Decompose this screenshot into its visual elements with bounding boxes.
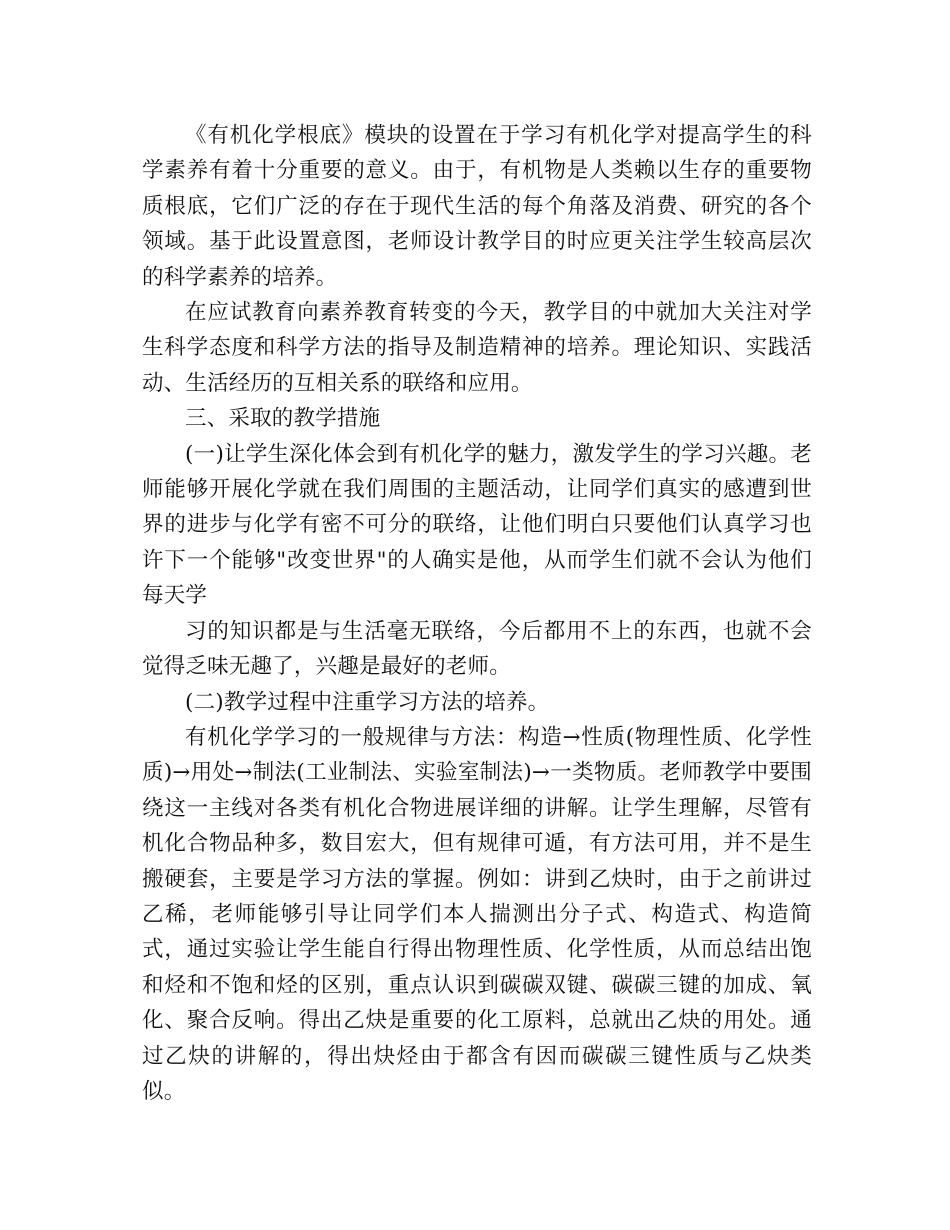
paragraph-learning-methods: 有机化学学习的一般规律与方法：构造→性质(物理性质、化学性质)→用处→制法(工业制法、实验室制法)→一类物质。老师教学中要围绕这一主线对各类有机化合物进展详细的讲解。让学生理解，尽管有机化合物品种多，数目宏大，但有规律可遁，有方法可用，并不是生搬硬套，主要是学习方法的掌握。例如：讲到乙炔时，由于之前讲过乙稀，老师能够引导让同学们本人揣测出分子式、构造式、构造简式，通过实验让学生能自行得出物理性质、化学性质，从而总结出饱和烃和不饱和烃的区别，重点认识到碳碳双键、碳碳三键的加成、氧化、聚合反响。得出乙炔是重要的化工原料，总就出乙炔的用处。通过乙炔的讲解的，得出炔烃由于都含有因而碳碳三键性质与乙炔类似。 (142, 724, 812, 1104)
paragraph-module-intro: 《有机化学根底》模块的设置在于学习有机化学对提高学生的科学素养有着十分重要的意义。由于，有机物是人类赖以生存的重要物质根底，它们广泛的存在于现代生活的每个角落及消费、研究的各个领域。基于此设置意图，老师设计教学目的时应更关注学生较高层次的科学素养的培养。 (142, 123, 812, 290)
subheading-measure-two: (二)教学过程中注重学习方法的培养。 (185, 689, 550, 715)
section-heading-teaching-measures: 三、采取的教学措施 (185, 406, 381, 432)
paragraph-measure-one: (一)让学生深化体会到有机化学的魅力，激发学生的学习兴趣。老师能够开展化学就在我们周围的主题活动，让同学们真实的感遭到世界的进步与化学有密不可分的联络，让他们明白只要他们认真学习也许下一个能够"改变世界"的人确实是他，从而学生们就不会认为他们每天学 (142, 441, 812, 609)
document-page (142, 118, 812, 1109)
paragraph-quality-education: 在应试教育向素养教育转变的今天，教学目的中就加大关注对学生科学态度和科学方法的指导及制造精神的培养。理论知识、实践活动、生活经历的互相关系的联络和应用。 (142, 300, 812, 396)
paragraph-measure-one-continued: 习的知识都是与生活毫无联络，今后都用不上的东西，也就不会觉得乏味无趣了，兴趣是最好的老师。 (142, 618, 812, 680)
